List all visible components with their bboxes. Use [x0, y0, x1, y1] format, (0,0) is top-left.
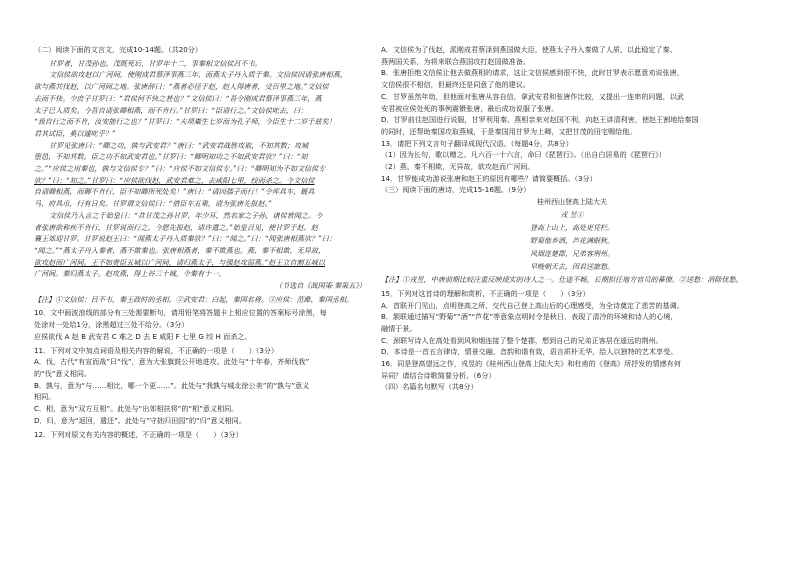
poem-author: 戎 昱① [560, 211, 584, 220]
question-10-options: 应侯欲伐 A 赵 B 武安君 C 难之 D 去 E 咸阳 F 七里 G 绞 H 而杀之。 [34, 331, 252, 341]
question-14: 14．甘罗能成功游说张唐和赵王的原因有哪些？请简要概括。（3分） [381, 173, 597, 183]
option-11-c: C．相，意为“双方互相”。此处与“出郊相扶将”的“相”意义相同。 [34, 404, 239, 414]
passage-line: 襄王郊迎甘罗。甘罗说赵王曰：“闻燕太子丹入质秦欤？”曰：“闻之。”曰：“闻张唐相燕欤？”曰： [34, 234, 336, 244]
passage-line: “我自行之而不肯，汝安能行之也？”甘罗曰：“夫项橐生七岁而为孔子师，今臣生十二岁于兹矣！ [34, 117, 336, 127]
question-12: 12．下列对原文有关内容的概述，不正确的一项是（ ）（3分） [34, 429, 243, 439]
passage-line: 君其试臣，奚以遽叱乎？” [34, 128, 116, 138]
passage-line: 者张唐欲称疾不肯行，甘罗说而行之。今愿先报赵，请许遣之。”始皇召见，使甘罗于赵。赵 [34, 222, 318, 232]
option-12-a-cont: 燕两国关系，为将来联合燕国攻打赵国做准备。 [381, 56, 530, 66]
left-column [34, 44, 376, 440]
option-15-c: C．颈联写诗人在高处看到风和烟连接了整个楚郡，想到自己的兄弟正客居在遥远的荆州。 [381, 335, 663, 345]
option-11-d: D．归，意为“返回，遣还”。此处与“守拙归田园”的“归”意义相同。 [34, 415, 246, 425]
section-title-recitation: （四）名篇名句默写（共8分） [381, 382, 478, 392]
passage-source: （节选自《战国策·秦策五》） [275, 281, 366, 291]
option-12-b-cont: 文信侯很不相信，但最终还是同意了他的建议。 [381, 80, 530, 90]
option-12-c-cont: 安君被应侯处死的事例震慑张唐，最后成功说服了张唐。 [381, 103, 559, 113]
passage-line: 甘罗见张唐曰：“卿之功，孰与武安君？”唐曰：“武安君战胜攻取，不知其数；攻城 [49, 140, 309, 150]
passage-line: 文信侯乃入言之于始皇曰：“昔甘茂之孙甘罗，年少耳，然名家之子孙，诸侯皆闻之。今 [49, 210, 323, 220]
poem-line: 野菊他乡酒，芦花满眼秋。 [530, 237, 614, 246]
option-15-d: D．本诗是一首五言律诗，情景交融，音韵和谐有致，语言质朴无华，给人以独特的艺术享受。 [381, 347, 678, 357]
option-11-a: A．伐，古代“有宣而战”曰“伐”，意为大张旗鼓公开地进攻。此处与“十年春，齐师伐我” [34, 357, 310, 367]
question-10: 10．文中画波浪线的部分有三处需要断句，请用铅笔将答题卡上相应位置的答案标号涂黑，每 [34, 308, 327, 318]
option-12-a: A．文信侯为了伐赵，派刚成君蔡泽到燕国做大臣，使燕太子丹入秦做了人质，以此稳定了秦、 [381, 45, 677, 54]
passage-line-underlined: 欲攻赵而广河间。王不如赍臣五城以广河间，请归燕太子，与强赵攻弱燕。”赵王立自割五城以 [34, 257, 325, 267]
section-title-classical: （二）阅读下面的文言文，完成10-14题。（共20分） [34, 45, 202, 54]
passage-line: 欲与燕共伐赵，以广河间之地。张唐辞曰：“燕者必径于赵，赵人得唐者，受百里之地。”文信侯 [34, 82, 329, 92]
question-13-1: （1）因为长句，歌以赠之。凡六百一十六言，命曰《琵琶行》。（出自白居易的《琵琶行》） [381, 150, 666, 160]
option-15-b-cont: 融情于景。 [381, 323, 417, 333]
option-11-b-cont: 相同。 [34, 392, 56, 402]
question-13: 13．请把下列文言句子翻译成现代汉语。（每题4分，共8分） [381, 138, 573, 148]
option-15-b: B．颔联通过描写“野菊”“酒”“芦花”等意象点明时令是秋日，表现了清冷的环境和诗人的心境， [381, 312, 678, 322]
option-15-a: A．首联开门见山，点明登高之所，交代自己登上高山后的心理感受，为全诗奠定了悲苦的基调。 [381, 300, 684, 310]
poem-title: 桂州西山登高上陆大夫 [537, 198, 607, 207]
passage-note: 【注】①文信侯：吕不韦，秦王政时的丞相。②武安君：白起，秦国名将。③应侯：范雎，秦国丞相。 [34, 294, 354, 304]
passage-line: 去而不快。少庶子甘罗曰：“君侯何不快之甚也？”文信侯曰：“吾令刚成君蔡泽事燕三年，燕 [34, 93, 322, 103]
passage-line: 自请卿相燕，而卿不肯行，臣不知卿所死处矣！”唐曰：“请因孺子而行！”令库具车，厩具 [34, 187, 315, 197]
poem-line: 登高上山上，高处更凭栏。 [530, 224, 614, 233]
question-16-cont: 异同？请结合诗歌简要分析。（6分） [381, 370, 496, 380]
passage-line: 堕邑，不知其数。臣之功不如武安君也。”甘罗曰：“卿明知功之不如武安君欤？”曰：“知 [34, 152, 308, 162]
option-12-c: C．甘罗虽然年幼，但他面对张唐从容自信，拿武安君和张唐作比较，又提出一连串的问题，以武 [381, 91, 684, 101]
option-12-d-cont: 的同时，还帮助秦国攻取燕城，于是秦国用甘罗为上卿，又把甘茂的田宅赐给他。 [381, 126, 637, 136]
poem-line: 风烟连楚郡，兄弟客荆州。 [530, 250, 614, 259]
right-column [381, 44, 763, 393]
question-10-cont: 处涂对一处给1分，涂黑超过三处不给分。（3分） [34, 320, 189, 330]
passage-line: 广河间。秦归燕太子。赵攻燕，得上谷三十城，令秦有十一。 [34, 269, 226, 279]
question-11: 11．下列对文中加点词语及相关内容的解说，不正确的一项是（ ）（3分） [34, 345, 279, 355]
passage-line: 太子已入质矣。今吾自请张卿相燕，而不肯行。”甘罗曰：“臣请行之。”文信侯叱去，曰： [34, 105, 308, 115]
option-11-b: B．孰与，意为“与……相比，哪一个更……”。此处与“我孰与城北徐公美”的“孰与”意义 [34, 380, 310, 390]
section-title-poem: （三）阅读下面的唐诗，完成15-16题。（9分） [381, 185, 531, 195]
poem-line: 早晚朝天去，因君送旅愁。 [530, 263, 614, 272]
option-12-d: D．甘罗前往赵国进行说服，甘罗利用秦、燕相亲来对赵国不利，向赵王讲清利害，使赵王割地给秦国 [381, 115, 699, 125]
passage-line: 甘罗者，甘茂孙也。茂既死后，甘罗年十二，事秦相文信侯吕不韦。 [49, 58, 262, 68]
question-16: 16．同是登高望远之作，戎昱的《桂州西山登高上陆大夫》和杜甫的《登高》所抒发的情感有何 [381, 359, 681, 369]
option-12-b: B．张唐拒绝文信侯让他去做燕相的请求，这让文信侯感到很不快，此时甘罗表示愿意劝说张唐， [381, 68, 684, 78]
passage-line: 马，府具币，行有日矣。甘罗谓文信侯曰：“借臣车五乘，请为张唐先报赵。” [34, 199, 272, 209]
passage-line: 文信侯欲攻赵以广河间，使刚成君蔡泽事燕三年，而燕太子丹入质于秦。文信侯因请张唐相燕， [49, 70, 347, 80]
poem-note: 【注】①戎昱，中唐前期比较注重反映现实的诗人之一。仕途不畅，长期担任地方官员的幕僚。②送愁：消除忧愁。 [381, 275, 743, 285]
passage-line: “闻之。”“燕太子丹入秦者，燕不欺秦也。张唐相燕者，秦不欺燕也。燕、秦不相欺，无异故， [34, 245, 326, 255]
passage-line-wavy: 欤？”曰：“知之。”甘罗曰：“应侯欲伐赵，武安君难之，去咸阳七里，绞而杀之。今文信侯 [34, 175, 315, 185]
question-15: 15．下列对这首诗的理解和赏析，不正确的一项是（ ）（3分） [381, 288, 590, 298]
option-11-a-cont: 的“伐”意义相同。 [34, 368, 92, 378]
question-13-2: （2）燕、秦不相欺，无异故，欲攻赵而广河间。 [381, 162, 535, 172]
passage-line: 之。”“应侯之用秦也，孰与文信侯专？”曰：“应侯不如文信侯专。”曰：“卿明知为不如文信侯专 [34, 164, 326, 174]
